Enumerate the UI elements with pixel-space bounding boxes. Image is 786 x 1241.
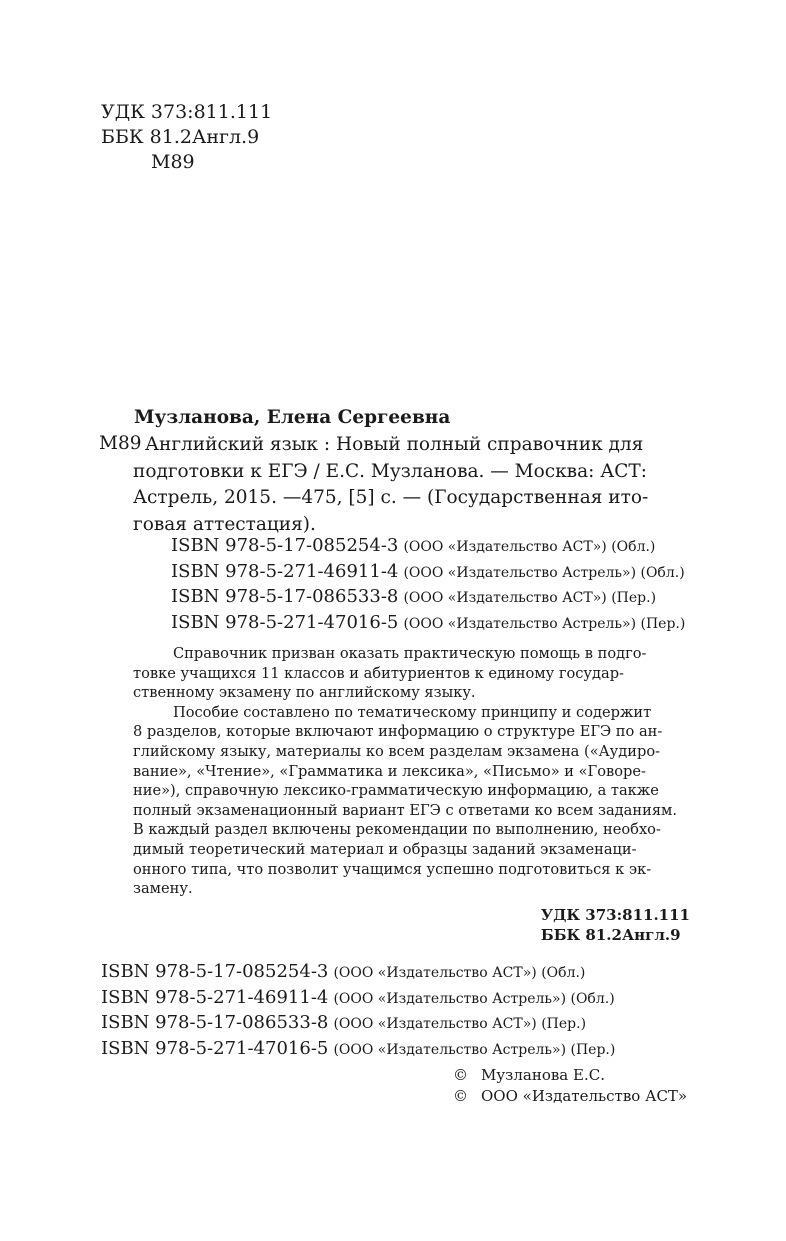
udk-code: УДК 373:811.111: [540, 906, 690, 924]
isbn-row: [101, 1011, 615, 1037]
copyright-holder: Музланова Е.С.: [481, 1066, 605, 1084]
isbn-row: [101, 986, 615, 1012]
annotation-line: замену.: [133, 880, 193, 898]
annotation-line: глийскому языку, материалы ко всем разделам экзамена («Аудиро-: [133, 742, 661, 760]
annotation-line: Справочник призван оказать практическую помощь в подго-: [173, 645, 647, 662]
copyright-block: [453, 1065, 687, 1107]
annotation-line: полный экзаменационный вариант ЕГЭ с ответами ко всем заданиям.: [133, 801, 678, 819]
isbn-number: ISBN 978-5-17-086533-8: [101, 1012, 329, 1033]
author-heading: Музланова, Елена Сергеевна: [134, 407, 451, 428]
description-line: говая аттестация).: [133, 513, 316, 535]
copyright-line: [453, 1086, 687, 1107]
copyright-icon: ©: [453, 1066, 468, 1084]
annotation: [133, 644, 704, 899]
isbn-publisher: (ООО «Издательство Астрель») (Пер.): [333, 1041, 616, 1058]
isbn-number: ISBN 978-5-17-086533-8: [171, 586, 399, 607]
bbk-code: ББК 81.2Англ.9: [540, 926, 681, 944]
top-classification: [101, 100, 272, 175]
isbn-publisher: (ООО «Издательство АСТ») (Обл.): [403, 539, 656, 555]
annotation-line: ственному экзамену по английскому языку.: [133, 684, 476, 702]
annotation-line: 8 разделов, которые включают информацию о структуре ЕГЭ по ан-: [133, 723, 663, 741]
isbn-publisher: (ООО «Издательство АСТ») (Обл.): [333, 965, 586, 981]
annotation-line: Пособие составлено по тематическому принципу и содержит: [173, 703, 652, 721]
annotation-line: товке учащихся 11 классов и абитуриентов к единому государ-: [133, 664, 624, 682]
isbn-number: ISBN 978-5-17-085254-3: [171, 535, 399, 556]
isbn-publisher: (ООО «Издательство АСТ») (Пер.): [333, 1016, 587, 1032]
isbn-number: ISBN 978-5-271-47016-5: [171, 611, 399, 633]
annotation-line: онного типа, что позволит учащимся успешно подготовиться к эк-: [133, 860, 652, 878]
isbn-publisher: (ООО «Издательство Астрель») (Обл.): [403, 564, 685, 581]
isbn-row: [171, 534, 685, 560]
isbn-publisher: (ООО «Издательство АСТ») (Пер.): [403, 590, 657, 606]
isbn-row: [101, 960, 615, 986]
description-line: Английский язык : Новый полный справочник для: [145, 434, 644, 455]
isbn-list: [101, 960, 615, 1062]
record-isbn-list: [171, 534, 685, 636]
annotation-line: В каждый раздел включены рекомендации по выполнению, необхо-: [133, 821, 661, 839]
isbn-row: [171, 560, 685, 586]
isbn-number: ISBN 978-5-271-46911-4: [171, 560, 399, 582]
right-classification: [541, 905, 690, 945]
author-cipher: М89: [99, 433, 142, 454]
udk-code: УДК 373:811.111: [101, 101, 273, 123]
annotation-line: ние»), справочную лексико-грамматическую информацию, а также: [133, 782, 659, 800]
annotation-line: димый теоретический материал и образцы заданий экзаменаци-: [133, 840, 637, 858]
isbn-row: [171, 585, 685, 611]
description-line: подготовки к ЕГЭ / Е.С. Музланова. — Москва: АСТ:: [133, 460, 647, 482]
isbn-row: [101, 1037, 615, 1063]
bbk-code: ББК 81.2Англ.9: [101, 126, 260, 148]
bibliographic-description: [133, 432, 703, 538]
description-line: Астрель, 2015. —475, [5] с. — (Государственная ито-: [133, 487, 649, 508]
isbn-number: ISBN 978-5-271-47016-5: [101, 1037, 329, 1059]
isbn-row: [171, 611, 685, 637]
copyright-line: [453, 1065, 687, 1086]
copyright-icon: ©: [453, 1087, 468, 1105]
annotation-line: вание», «Чтение», «Грамматика и лексика», «Письмо» и «Говоре-: [133, 762, 646, 780]
isbn-publisher: (ООО «Издательство Астрель») (Пер.): [403, 615, 686, 632]
isbn-publisher: (ООО «Издательство Астрель») (Обл.): [333, 990, 615, 1007]
isbn-number: ISBN 978-5-17-085254-3: [101, 961, 329, 982]
isbn-number: ISBN 978-5-271-46911-4: [101, 986, 329, 1008]
author-mark: М89: [151, 151, 195, 173]
copyright-holder: ООО «Издательство АСТ»: [481, 1087, 688, 1105]
